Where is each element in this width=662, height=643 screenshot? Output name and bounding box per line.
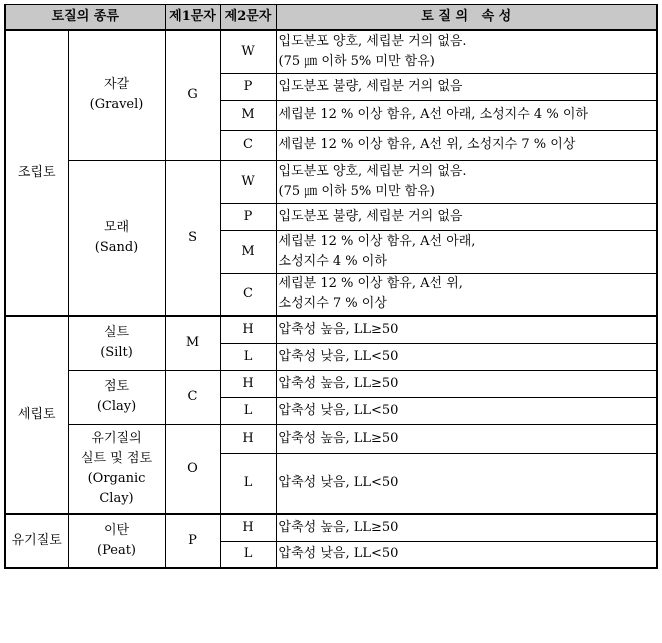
header-second-letter: 제2문자	[220, 5, 276, 31]
property-line: 압축성 낮음, LL<50	[278, 546, 399, 562]
soil-subtype-name	[68, 424, 165, 514]
second-letter-symbol: P	[220, 203, 276, 230]
property-line: 압축성 높음, LL≥50	[278, 321, 399, 337]
second-letter-symbol: L	[220, 541, 276, 568]
soil-property-description	[276, 130, 657, 160]
property-line: 세립분 12 % 이상 함유, A선 아래, 소성지수 4 % 이하	[278, 107, 588, 122]
soil-subtype-name	[68, 30, 165, 160]
table-row	[5, 514, 657, 541]
second-letter-symbol: L	[220, 343, 276, 370]
soil-classification-table	[4, 4, 658, 569]
subtype-name-line: 이탄	[103, 523, 130, 538]
soil-property-description	[276, 73, 657, 100]
subtype-name-line: 실트 및 점토	[80, 450, 153, 466]
property-line: 압축성 낮음, LL<50	[278, 475, 399, 491]
subtype-name-line: 모래	[103, 219, 130, 235]
first-letter-symbol: S	[165, 160, 220, 316]
soil-property-description	[276, 316, 657, 343]
soil-property-description	[276, 370, 657, 397]
property-line: 소성지수 7 % 이상	[278, 296, 387, 312]
second-letter-symbol: L	[220, 453, 276, 514]
subtype-name-line: 실트	[103, 325, 130, 341]
second-letter-symbol: L	[220, 397, 276, 424]
second-letter-symbol: H	[220, 316, 276, 343]
subtype-name-line: (Clay)	[96, 399, 137, 414]
second-letter-symbol: H	[220, 514, 276, 541]
property-line: 입도분포 불량, 세립분 거의 없음	[278, 208, 463, 224]
soil-group-name: 유기질토	[5, 514, 68, 568]
soil-subtype-name	[68, 160, 165, 316]
second-letter-symbol: C	[220, 273, 276, 316]
soil-property-description	[276, 453, 657, 514]
header-first-letter: 제1문자	[165, 5, 220, 31]
second-letter-symbol: M	[220, 230, 276, 273]
soil-property-description	[276, 424, 657, 453]
second-letter-symbol: W	[220, 160, 276, 203]
subtype-name-line: (Organic	[87, 470, 146, 486]
property-line: (75 ㎛ 이하 5% 미만 함유)	[278, 183, 435, 199]
subtype-name-line: Clay)	[99, 490, 134, 506]
soil-property-description	[276, 30, 657, 73]
second-letter-symbol: M	[220, 100, 276, 130]
soil-group-name: 세립토	[5, 316, 68, 514]
property-line: 세립분 12 % 이상 함유, A선 위,	[278, 276, 463, 292]
property-line: 입도분포 불량, 세립분 거의 없음	[278, 78, 463, 94]
soil-property-description	[276, 230, 657, 273]
property-line: 압축성 높음, LL≥50	[278, 375, 399, 391]
soil-subtype-name	[68, 514, 165, 568]
header-properties: 토 질 의 속 성	[276, 5, 657, 31]
property-line: (75 ㎛ 이하 5% 미만 함유)	[278, 53, 435, 69]
table-row	[5, 424, 657, 453]
property-line: 세립분 12 % 이상 함유, A선 아래,	[278, 233, 476, 249]
property-line: 압축성 낮음, LL<50	[278, 402, 399, 418]
first-letter-symbol: P	[165, 514, 220, 568]
soil-property-description	[276, 203, 657, 230]
soil-property-description	[276, 160, 657, 203]
subtype-name-line: 자갈	[103, 77, 130, 93]
header-soil-type: 토질의 종류	[5, 5, 165, 31]
property-line: 세립분 12 % 이상 함유, A선 위, 소성지수 7 % 이상	[278, 137, 576, 152]
subtype-name-line: 유기질의	[91, 430, 142, 446]
soil-group-name: 조립토	[5, 30, 68, 316]
property-line: 소성지수 4 % 이하	[278, 253, 387, 269]
subtype-name-line: (Peat)	[97, 543, 136, 558]
property-line: 압축성 낮음, LL<50	[278, 348, 399, 364]
first-letter-symbol: G	[165, 30, 220, 160]
subtype-name-line: 점토	[103, 379, 130, 394]
first-letter-symbol: O	[165, 424, 220, 514]
second-letter-symbol: H	[220, 370, 276, 397]
soil-property-description	[276, 397, 657, 424]
property-line: 압축성 높음, LL≥50	[278, 430, 399, 446]
subtype-name-line: (Silt)	[100, 345, 133, 361]
soil-property-description	[276, 100, 657, 130]
table-row	[5, 160, 657, 203]
soil-property-description	[276, 541, 657, 568]
second-letter-symbol: W	[220, 30, 276, 73]
first-letter-symbol: M	[165, 316, 220, 370]
table-row	[5, 316, 657, 343]
property-line: 입도분포 양호, 세립분 거의 없음.	[278, 33, 467, 49]
property-line: 입도분포 양호, 세립분 거의 없음.	[278, 163, 467, 179]
table-row	[5, 30, 657, 73]
soil-subtype-name	[68, 370, 165, 424]
soil-property-description	[276, 273, 657, 316]
property-line: 압축성 높음, LL≥50	[278, 519, 399, 535]
soil-subtype-name	[68, 316, 165, 370]
soil-property-description	[276, 343, 657, 370]
second-letter-symbol: H	[220, 424, 276, 453]
header-row	[5, 5, 657, 31]
subtype-name-line: (Sand)	[94, 239, 139, 255]
soil-property-description	[276, 514, 657, 541]
table-body	[5, 30, 657, 568]
subtype-name-line: (Gravel)	[89, 97, 144, 113]
table-row	[5, 370, 657, 397]
first-letter-symbol: C	[165, 370, 220, 424]
second-letter-symbol: C	[220, 130, 276, 160]
second-letter-symbol: P	[220, 73, 276, 100]
